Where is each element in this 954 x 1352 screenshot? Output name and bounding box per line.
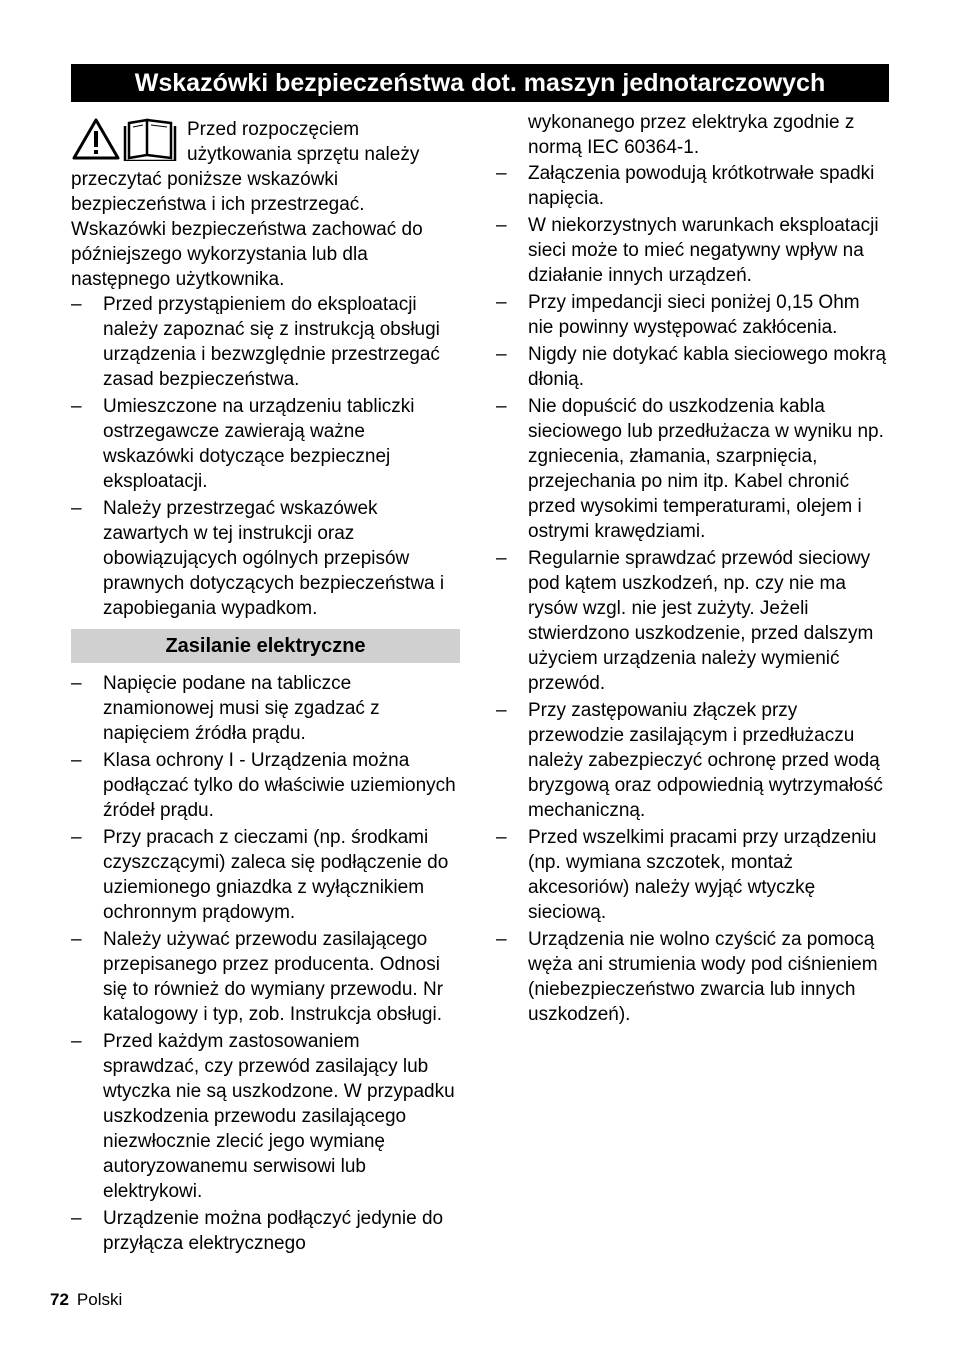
bullet-dash: – [496,163,507,184]
list-item [71,748,460,823]
list-item-text: Przed przystąpieniem do eksploatacji należy zapoznać się z instrukcją obsługi urządzenia i bezwzględnie przestrzegać zasad bezpieczeństwa. [103,294,440,390]
list-item [496,161,889,211]
intro-text: Przed rozpoczęciem użytkowania sprzętu należy przeczytać poniższe wskazówki bezpieczeństwa i ich przestrzegać. Wskazówki bezpieczeństwa zachować do późniejszego wykorzystania lub dla następnego użytkownika. [71,119,423,290]
list-item [71,496,460,621]
list-item [496,698,889,823]
electrical-list-right [496,161,889,1029]
list-item-text: W niekorzystnych warunkach eksploatacji sieci może to mieć negatywny wpływ na działanie innych urządzeń. [528,215,879,286]
bullet-dash: – [496,396,507,417]
list-item [71,825,460,925]
bullet-dash: – [496,344,507,365]
list-item [496,546,889,696]
list-item-text: Przy impedancji sieci poniżej 0,15 Ohm nie powinny występować zakłócenia. [528,292,860,338]
list-item-text: Przed wszelkimi pracami przy urządzeniu (np. wymiana szczotek, montaż akcesoriów) należy wyjąć wtyczkę sieciową. [528,827,877,923]
list-item [496,394,889,544]
list-item-text: Klasa ochrony I - Urządzenia można podłączać tylko do właściwie uziemionych źródeł prądu. [103,750,456,821]
continuation-text: wykonanego przez elektryka zgodnie z normą IEC 60364-1. [528,112,855,158]
list-item [496,213,889,288]
bullet-dash: – [496,700,507,721]
bullet-dash: – [71,673,82,694]
electrical-list-left [71,671,460,1258]
bullet-dash: – [496,929,507,950]
list-item-text: Nie dopuścić do uszkodzenia kabla sieciowego lub przedłużacza w wyniku np. zgniecenia, złamania, szarpnięcia, przejechania po nim itp. Kabel chronić przed wysokimi temperaturami, olejem i ostrymi krawędziami. [528,396,884,542]
intro-icons [71,117,183,167]
bullet-dash: – [496,215,507,236]
list-item [496,825,889,925]
list-item [71,1029,460,1204]
manual-book-icon [125,120,175,161]
list-item-text: Przy zastępowaniu złączek przy przewodzie zasilającym i przedłużaczu należy zabezpieczyć ochronę przed wodą bryzgową oraz odpowiednią wytrzymałość mechaniczną. [528,700,883,821]
bullet-dash: – [71,1031,82,1052]
list-item-text: Napięcie podane na tabliczce znamionowej musi się zgadzać z napięciem źródła prądu. [103,673,380,744]
page-footer [50,1290,122,1310]
bullet-dash: – [71,498,82,519]
intro-block [71,117,460,292]
list-item [71,671,460,746]
list-item-text: Nigdy nie dotykać kabla sieciowego mokrą dłonią. [528,344,887,390]
bullet-dash: – [71,396,82,417]
bullet-dash: – [71,294,82,315]
bullet-dash: – [71,929,82,950]
list-item [71,394,460,494]
list-item [496,342,889,392]
list-item-text: Należy używać przewodu zasilającego przepisanego przez producenta. Odnosi się to również do wymiany przewodu. Nr katalogowy i typ, zob. Instrukcja obsługi. [103,929,444,1025]
list-item [71,1206,460,1256]
bullet-dash: – [71,750,82,771]
list-item-text: Urządzenia nie wolno czyścić za pomocą węża ani strumienia wody pod ciśnieniem (niebezpieczeństwo zwarcia lub innych uszkodzeń). [528,929,878,1025]
bullet-dash: – [71,1208,82,1229]
page-title: Wskazówki bezpieczeństwa dot. maszyn jednotarczowych [71,64,889,102]
list-item-text: Przy pracach z cieczami (np. środkami czyszczącymi) zaleca się podłączenie do uziemionego gniazdka z wyłącznikiem ochronnym prądowym. [103,827,449,923]
list-item-text: Załączenia powodują krótkotrwałe spadki napięcia. [528,163,875,209]
bullet-dash: – [496,548,507,569]
language-label: Polski [76,1290,123,1309]
list-item-text: Należy przestrzegać wskazówek zawartych w tej instrukcji oraz obowiązujących ogólnych przepisów prawnych dotyczących bezpieczeństwa i zapobiegania wypadkom. [103,498,445,619]
list-item [71,927,460,1027]
list-item-text: Urządzenie można podłączyć jedynie do przyłącza elektrycznego [103,1208,444,1254]
list-item-text: Regularnie sprawdzać przewód sieciowy pod kątem uszkodzeń, np. czy nie ma rysów wzgl. nie jest zużyty. Jeżeli stwierdzono uszkodzenie, przed dalszym użyciem urządzenia należy wymienić przewód. [528,548,874,694]
list-item [496,927,889,1027]
general-safety-list [71,292,460,623]
page-number: 72 [50,1290,69,1309]
section-heading: Zasilanie elektryczne [71,629,460,663]
list-item-text: Umieszczone na urządzeniu tabliczki ostrzegawcze zawierają ważne wskazówki dotyczące bezpiecznej eksploatacji. [103,396,415,492]
list-item [496,290,889,340]
list-item-text: Przed każdym zastosowaniem sprawdzać, czy przewód zasilający lub wtyczka nie są uszkodzone. W przypadku uszkodzenia przewodu zasilającego niezwłocznie zlecić jego wymianę autoryzowanemu serwisowi lub elektrykowi. [103,1031,455,1202]
bullet-dash: – [496,827,507,848]
bullet-dash: – [71,827,82,848]
bullet-dash: – [496,292,507,313]
warning-triangle-icon [74,120,118,158]
list-item [71,292,460,392]
